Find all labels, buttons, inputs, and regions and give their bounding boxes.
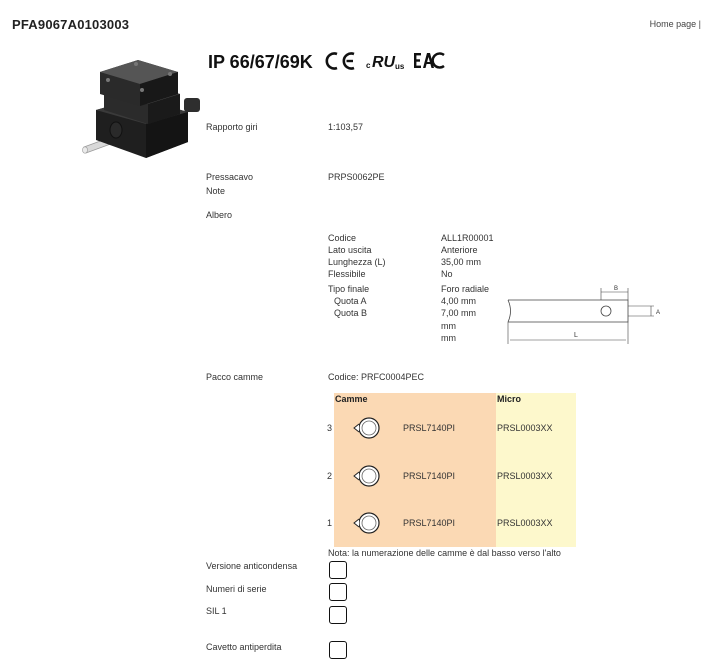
micro-code: PRSL0003XX bbox=[497, 518, 553, 528]
cam-disc-icon bbox=[352, 510, 382, 536]
shaft-lunghezza-value: 35,00 mm bbox=[441, 257, 482, 267]
shaft-flessibile-label: Flessibile bbox=[328, 269, 366, 279]
cams-note: Nota: la numerazione delle camme è dal basso verso l'alto bbox=[328, 548, 561, 558]
pressacavo-value: PRPS0062PE bbox=[328, 172, 385, 182]
diagram-label-a: A bbox=[656, 310, 661, 316]
culus-mark-icon bbox=[366, 54, 405, 71]
albero-label: Albero bbox=[206, 210, 233, 220]
quota-a-value: 4,00 mm bbox=[441, 296, 477, 306]
micro-code: PRSL0003XX bbox=[497, 423, 553, 433]
tipo-finale-label: Tipo finale bbox=[328, 284, 370, 294]
pacco-camme-label: Pacco camme bbox=[206, 372, 264, 382]
cam-row-number: 2 bbox=[327, 471, 333, 481]
cam-disc-icon bbox=[352, 415, 382, 441]
quota-b-label: Quota B bbox=[334, 308, 368, 318]
quota-b-value: 7,00 mm bbox=[441, 308, 477, 318]
option-cavetto-antiperdita-label: Cavetto antiperdita bbox=[206, 642, 282, 652]
shaft-lato-uscita-label: Lato uscita bbox=[328, 245, 372, 255]
micro-code: PRSL0003XX bbox=[497, 471, 553, 481]
shaft-codice-value: ALL1R00001 bbox=[441, 233, 494, 243]
cavetto-antiperdita-checkbox[interactable] bbox=[329, 641, 347, 659]
switch-body bbox=[96, 60, 200, 158]
shaft-lunghezza-label: Lunghezza (L) bbox=[328, 257, 386, 267]
eac-mark-icon bbox=[414, 53, 444, 68]
option-versione-anticondensa-label: Versione anticondensa bbox=[206, 561, 298, 571]
cam-row-number: 1 bbox=[327, 518, 333, 528]
cam-code: PRSL7140PI bbox=[403, 518, 456, 528]
ce-mark-icon bbox=[327, 54, 354, 69]
svg-text:us: us bbox=[395, 62, 405, 71]
ip-rating: IP 66/67/69K bbox=[208, 52, 313, 72]
option-sil1-label: SIL 1 bbox=[206, 606, 227, 616]
tipo-finale-value: Foro radiale bbox=[441, 284, 490, 294]
svg-text:RU: RU bbox=[372, 54, 396, 71]
quota-a-label: Quota A bbox=[334, 296, 367, 306]
rapporto-giri-value: 1:103,57 bbox=[328, 122, 364, 132]
extra-unit-1: mm bbox=[441, 321, 456, 331]
versione-anticondensa-checkbox[interactable] bbox=[329, 561, 347, 579]
cam-column-header: Camme bbox=[335, 394, 368, 404]
cam-code: PRSL7140PI bbox=[403, 423, 456, 433]
page-title: PFA9067A0103003 bbox=[12, 17, 130, 32]
product-image bbox=[78, 50, 208, 165]
svg-text:c: c bbox=[366, 61, 371, 70]
pacco-camme-code: Codice: PRFC0004PEC bbox=[328, 372, 425, 382]
numeri-di-serie-checkbox[interactable] bbox=[329, 583, 347, 601]
option-numeri-di-serie-label: Numeri di serie bbox=[206, 584, 267, 594]
shaft-flessibile-value: No bbox=[441, 269, 453, 279]
note-label: Note bbox=[206, 186, 226, 196]
shaft-lato-uscita-value: Anteriore bbox=[441, 245, 478, 255]
certification-marks bbox=[324, 48, 454, 74]
cam-disc-icon bbox=[352, 463, 382, 489]
diagram-label-b: B bbox=[614, 286, 619, 292]
cam-code: PRSL7140PI bbox=[403, 471, 456, 481]
sil1-checkbox[interactable] bbox=[329, 606, 347, 624]
cam-row-number: 3 bbox=[327, 423, 333, 433]
rapporto-giri-label: Rapporto giri bbox=[206, 122, 258, 132]
home-page-link[interactable]: Home page | bbox=[649, 19, 701, 29]
shaft-codice-label: Codice bbox=[328, 233, 357, 243]
micro-column-header: Micro bbox=[497, 394, 522, 404]
shaft-dimension-diagram bbox=[504, 282, 664, 352]
pressacavo-label: Pressacavo bbox=[206, 172, 254, 182]
diagram-label-l: L bbox=[574, 332, 578, 339]
extra-unit-2: mm bbox=[441, 333, 456, 343]
